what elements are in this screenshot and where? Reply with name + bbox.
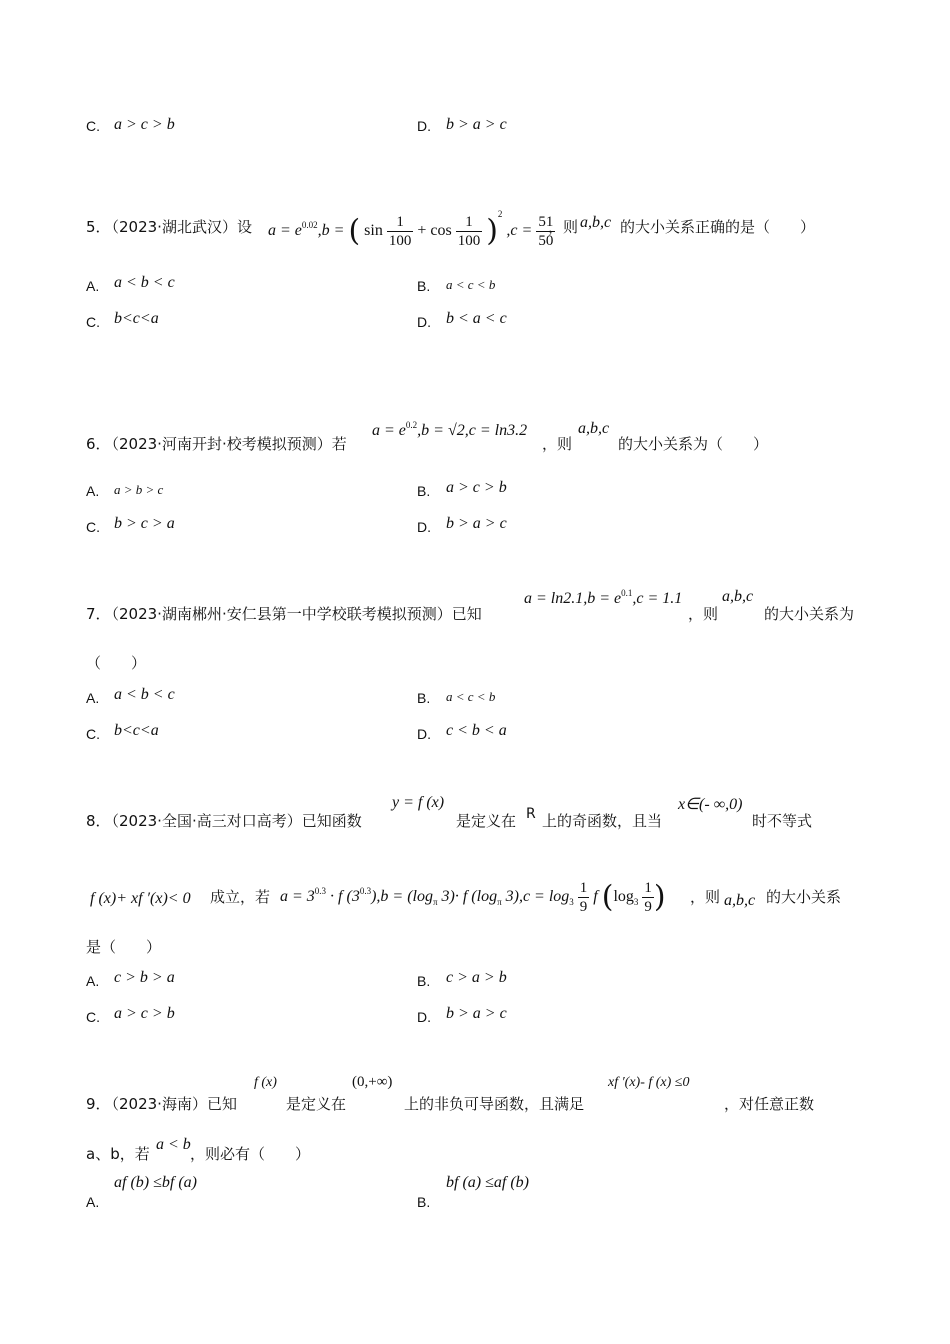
- q7-b-exp: 0.1: [621, 588, 633, 598]
- q4-option-d-value: b > a > c: [446, 116, 507, 133]
- q5-frac-1: $\frac{1}{100}$: [388, 213, 412, 249]
- q7-ab-expr: a = ln2.1,b = e: [524, 590, 622, 607]
- q6-tail: 的大小关系为（ ）: [618, 435, 769, 453]
- q9-option-b-label: B.: [417, 1194, 431, 1210]
- q9-line2-cond: a < b: [156, 1136, 191, 1153]
- q5-prefix: （2023·湖北武汉）设: [104, 218, 252, 236]
- q6-vars: a,b,c: [578, 420, 610, 437]
- q8-ineq: f (x)+ xf ′(x)< 0: [90, 890, 191, 907]
- q7-suffix: ，则: [688, 605, 719, 623]
- q7-option-a-label: A.: [86, 690, 100, 706]
- q7-option-a-value: a < b < c: [114, 686, 175, 703]
- q5-sin: sin: [364, 222, 383, 239]
- q5-right-paren: ): [486, 213, 498, 249]
- q5-c-expr: ,c =: [506, 222, 533, 239]
- q6-option-a-value: a > b > c: [114, 482, 164, 497]
- q8-func: y = f (x): [392, 794, 445, 811]
- q7-option-b-label: B.: [417, 690, 431, 706]
- q8-option-c-label: C.: [86, 1009, 100, 1025]
- q8-mid4: 成立，若: [210, 888, 271, 906]
- q5-number: 5．: [86, 218, 111, 236]
- q8-suffix: ，则: [690, 888, 721, 906]
- q6-option-b-value: a > c > b: [446, 479, 507, 496]
- q7-option-c-label: C.: [86, 726, 100, 742]
- q8-option-d-label: D.: [417, 1009, 431, 1025]
- q7-formula: [524, 588, 682, 608]
- q8-option-b-value: c > a > b: [446, 969, 507, 986]
- q8-formula: $a = 3^{0.3} \cdot f$ $(3^{0.3}),b = (\log_\pi$ 3)· f ($\log_\pi$ $3),c = \log_3$ $\frac{1}{9}$ f ($\log_3$ $\frac{1}{9}$ ): [280, 879, 666, 915]
- q5-formula: [268, 190, 555, 249]
- q6-bc-expr: ,b = √2,c = ln3.2: [417, 422, 528, 439]
- q5-suffix: ，则: [548, 218, 579, 236]
- q5-option-d-value: b < a < c: [446, 310, 507, 327]
- q9-option-a-label: A.: [86, 1194, 100, 1210]
- q6-option-c-value: b > c > a: [114, 515, 175, 532]
- q5-option-a-value: a < b < c: [114, 274, 175, 291]
- q8-option-c-value: a > c > b: [114, 1005, 175, 1022]
- q8-interval: x∈(- ∞,0): [678, 796, 743, 813]
- q6-number: 6．: [86, 435, 111, 453]
- q5-frac-2: $\frac{1}{100}$: [457, 213, 481, 249]
- q8-tail: 的大小关系: [766, 888, 842, 906]
- q6-a-exp: 0.2: [405, 420, 418, 430]
- q9-cond: xf ′(x)- f (x) ≤0: [608, 1075, 690, 1090]
- q7-option-d-label: D.: [417, 726, 431, 742]
- q4-option-c-value: a > c > b: [114, 116, 175, 133]
- q5-option-d-label: D.: [417, 314, 431, 330]
- q9-prefix: （2023·海南）已知: [104, 1095, 237, 1113]
- q9-fx: f (x): [254, 1075, 277, 1090]
- q4-option-d-label: D.: [417, 118, 431, 134]
- q6-suffix: ，则: [542, 435, 573, 453]
- q5-left-paren: (: [348, 213, 361, 249]
- q8-number: 8．: [86, 812, 111, 830]
- q5-frac-c: $\frac{51}{50}$: [538, 213, 554, 249]
- q6-formula: [372, 420, 527, 440]
- q7-option-d-value: c < b < a: [446, 722, 507, 739]
- q6-option-b-label: B.: [417, 483, 431, 499]
- q5-a-exp: 0.02: [301, 220, 318, 230]
- q9-option-a-value: af (b) ≤bf (a): [114, 1174, 197, 1191]
- q8-mid3: 时不等式: [752, 812, 813, 830]
- q8-line3: 是（ ）: [86, 938, 162, 956]
- q7-c-expr: ,c = 1.1: [632, 590, 683, 607]
- q8-option-d-value: b > a > c: [446, 1005, 507, 1022]
- q5-a-expr: a = e: [268, 222, 302, 239]
- q5-tail: 的大小关系正确的是（ ）: [620, 218, 816, 236]
- q7-number: 7．: [86, 605, 111, 623]
- q7-option-b-value: a < c < b: [446, 689, 496, 704]
- q6-option-c-label: C.: [86, 519, 100, 535]
- q7-vars: a,b,c: [722, 588, 754, 605]
- q6-prefix: （2023·河南开封·校考模拟预测）若: [104, 435, 347, 453]
- q8-vars: a,b,c: [724, 892, 756, 909]
- q6-option-a-label: A.: [86, 483, 100, 499]
- q7-prefix: （2023·湖南郴州·安仁县第一中学校联考模拟预测）已知: [104, 605, 482, 623]
- q5-cos: + cos: [417, 222, 452, 239]
- q8-option-a-value: c > b > a: [114, 969, 175, 986]
- q9-option-b-value: bf (a) ≤af (b): [446, 1174, 529, 1191]
- q9-line2-b: ，则必有（ ）: [190, 1145, 311, 1163]
- q5-vars: a,b,c: [580, 214, 612, 231]
- q7-tail: 的大小关系为: [764, 605, 855, 623]
- q8-mid2: 上的奇函数，且当: [542, 812, 663, 830]
- q9-mid2: 上的非负可导函数，且满足: [404, 1095, 585, 1113]
- q9-number: 9．: [86, 1095, 111, 1113]
- q5-square: 2: [497, 209, 503, 219]
- q5-option-b-value: a < c < b: [446, 277, 496, 292]
- q5-option-c-value: b<c<a: [114, 310, 159, 327]
- q7-option-c-value: b<c<a: [114, 722, 159, 739]
- q8-R: R: [526, 806, 536, 822]
- q6-a-expr: a = e: [372, 422, 406, 439]
- q5-option-b-label: B.: [417, 278, 431, 294]
- q9-mid1: 是定义在: [286, 1095, 347, 1113]
- q6-option-d-label: D.: [417, 519, 431, 535]
- q6-option-d-value: b > a > c: [446, 515, 507, 532]
- q7-paren: （ ）: [86, 654, 147, 672]
- q5-option-c-label: C.: [86, 314, 100, 330]
- q8-mid1: 是定义在: [456, 812, 517, 830]
- q5-option-a-label: A.: [86, 278, 100, 294]
- q9-interval: (0,+∞): [352, 1074, 393, 1090]
- q8-option-b-label: B.: [417, 973, 431, 989]
- q5-b-expr: ,b =: [317, 222, 345, 239]
- q4-option-c-label: C.: [86, 118, 100, 134]
- q9-tail: ，对任意正数: [724, 1095, 815, 1113]
- q8-prefix: （2023·全国·高三对口高考）已知函数: [104, 812, 362, 830]
- q8-option-a-label: A.: [86, 973, 100, 989]
- q9-line2-a: a、b，若: [86, 1145, 150, 1163]
